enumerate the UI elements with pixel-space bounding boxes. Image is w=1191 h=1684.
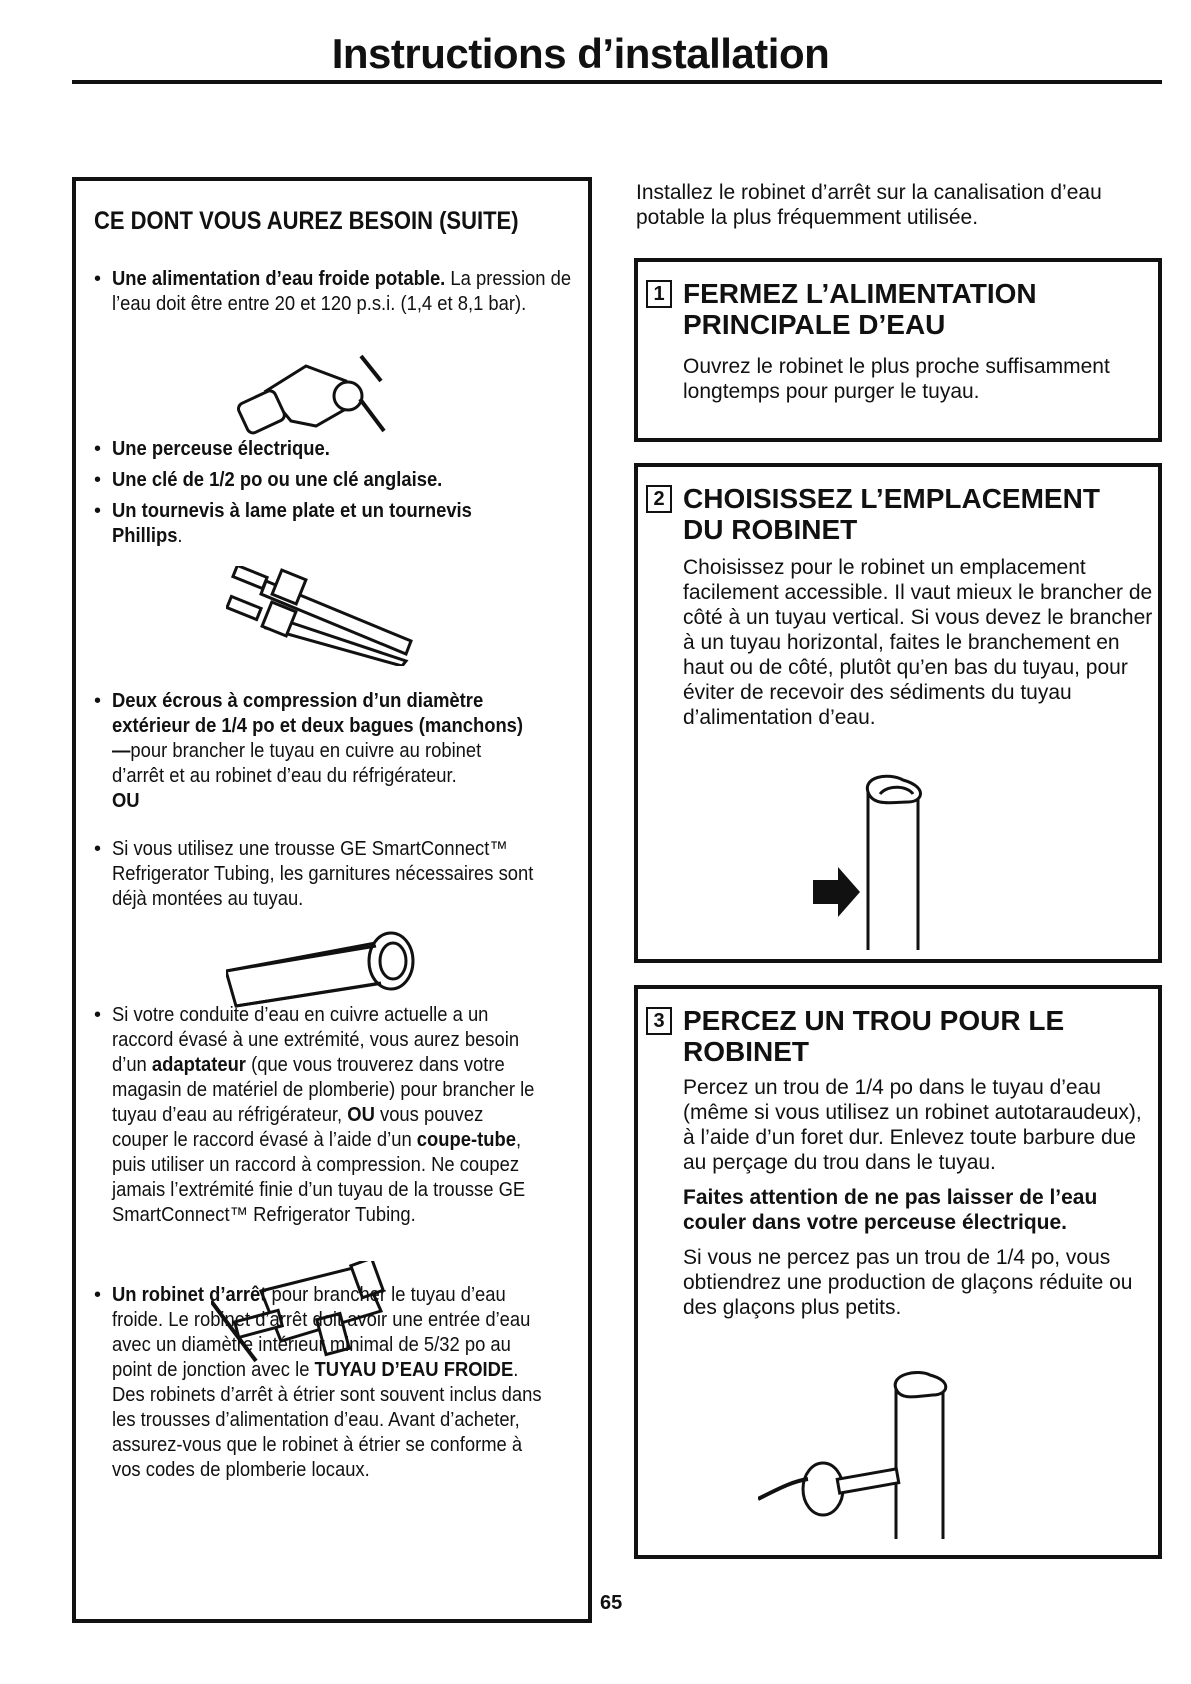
list-item: • Un tournevis à lame plate et un tournevis Phillips. xyxy=(94,500,472,547)
vertical-pipe-icon xyxy=(808,772,948,952)
list-item: • Deux écrous à compression d’un diamètre extérieur de 1/4 po et deux bagues (manchons)—pour brancher le tuyau en cuivre au robinet d’arrêt et au robinet d’eau du réfrigérateur. OU xyxy=(94,690,524,812)
step-number: 3 xyxy=(646,1007,672,1035)
item-bold: Une alimentation d’eau froide potable. xyxy=(112,268,446,290)
step-3-box xyxy=(634,985,1162,1559)
item-text: Si vous utilisez une trousse GE SmartConnect™ Refrigerator Tubing, les garnitures nécessaires sont déjà montées au tuyau. xyxy=(112,838,534,910)
step-2-box xyxy=(634,463,1162,963)
drill-icon xyxy=(236,351,396,451)
item-bold: Une perceuse électrique. xyxy=(112,438,330,460)
list-item: • Une perceuse électrique. xyxy=(94,438,330,460)
item-text: La pression de l’eau doit être entre 20 et 120 p.s.i. (1,4 et 8,1 bar). xyxy=(112,268,572,315)
compression-nut-icon xyxy=(226,566,426,666)
item-bold: Une clé de 1/2 po ou une clé anglaise. xyxy=(112,469,443,491)
step-text: Percez un trou de 1/4 po dans le tuyau d’eau (même si vous utilisez un robinet autotaraudeux), à l’aide d’un foret dur. Enlevez toute barbure due au perçage du trou dans le tuyau. xyxy=(683,1076,1142,1174)
item-or: OU xyxy=(112,790,140,812)
intro-text: Installez le robinet d’arrêt sur la canalisation d’eau potable la plus fréquemment utilisée. xyxy=(636,181,1102,229)
item-bold: Deux écrous à compression d’un diamètre extérieur de 1/4 po et deux bagues (manchons)— xyxy=(112,690,524,762)
list-item: • Un robinet d’arrêt pour brancher le tuyau d’eau froide. Le robinet d’arrêt doit avoir une entrée d’eau avec un diamètre intérieur minimal de 5/32 po au point de jonction avec le TUYAU D’EAU FROIDE. Des robinets d’arrêt à étrier sont souvent inclus dans les trousses d’alimentation d’eau. Avant d’acheter, assurez-vous que le robinet à étrier se conforme à vos codes de plomberie locaux. xyxy=(94,1284,542,1481)
step-text: Si vous ne percez pas un trou de 1/4 po, vous obtiendrez une production de glaçons réduite ou des glaçons plus petits. xyxy=(683,1246,1133,1319)
step-number: 2 xyxy=(646,485,672,513)
needs-box xyxy=(72,177,592,1623)
step-title: FERMEZ L’ALIMENTATION PRINCIPALE D’EAU xyxy=(683,278,1037,340)
item-text: pour brancher le tuyau en cuivre au robinet d’arrêt et au robinet d’eau du réfrigérateur. xyxy=(112,740,482,787)
list-item: • Une clé de 1/2 po ou une clé anglaise. xyxy=(94,469,443,491)
step-body xyxy=(683,1075,1153,1330)
page-number: 65 xyxy=(600,1592,623,1614)
page-title: Instructions d’installation xyxy=(331,30,830,77)
step-number: 1 xyxy=(646,280,672,308)
step-body: Ouvrez le robinet le plus proche suffisamment longtemps pour purger le tuyau. xyxy=(683,355,1110,403)
list-item: • Une alimentation d’eau froide potable. La pression de l’eau doit être entre 20 et 120 p.s.i. (1,4 et 8,1 bar). xyxy=(94,268,572,315)
title-rule xyxy=(72,80,1162,84)
step-title: CHOISISSEZ L’EMPLACEMENT DU ROBINET xyxy=(683,483,1100,545)
drilling-pipe-icon xyxy=(758,1369,998,1544)
list-item: • Si votre conduite d’eau en cuivre actuelle a un raccord évasé à une extrémité, vous aurez besoin d’un adaptateur (que vous trouverez dans votre magasin de matériel de plomberie) pour brancher le tuyau d’eau au réfrigérateur, OU vous pouvez couper le raccord évasé à l’aide d’un coupe-tube, puis utiliser un raccord à compression. Ne coupez jamais l’extrémité finie d’un tuyau de la trousse GE SmartConnect™ Refrigerator Tubing. xyxy=(94,1004,535,1226)
needs-heading: CE DONT VOUS AUREZ BESOIN (SUITE) xyxy=(94,207,519,235)
step-title: PERCEZ UN TROU POUR LE ROBINET xyxy=(683,1005,1065,1067)
list-item: • Si vous utilisez une trousse GE SmartConnect™ Refrigerator Tubing, les garnitures nécessaires sont déjà montées au tuyau. xyxy=(94,838,534,910)
step-warning: Faites attention de ne pas laisser de l’eau couler dans votre perceuse électrique. xyxy=(683,1186,1098,1234)
step-body: Choisissez pour le robinet un emplacement facilement accessible. Il vaut mieux le brancher de côté à un tuyau vertical. Si vous devez le brancher à un tuyau horizontal, faites le branchement en haut ou de côté, plutôt qu’en bas du tuyau, pour éviter de recevoir des sédiments du tuyau d’alimentation d’eau. xyxy=(683,556,1153,729)
step-1-box xyxy=(634,258,1162,442)
item-bold: Un tournevis à lame plate et un tournevis Phillips xyxy=(112,500,472,547)
